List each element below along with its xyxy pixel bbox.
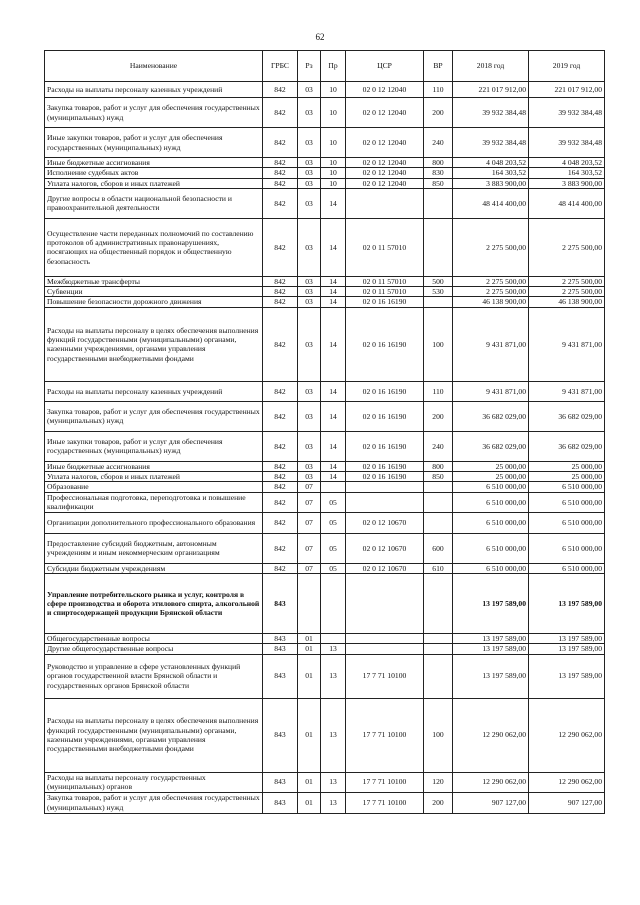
row-2018: 48 414 400,00 [453, 188, 529, 218]
table-row [45, 772, 605, 792]
table-row [45, 381, 605, 401]
row-pr: 14 [321, 287, 346, 297]
row-grbs: 842 [263, 287, 298, 297]
row-name: Субсидии бюджетным учреждениям [45, 563, 263, 573]
row-vr [424, 218, 453, 276]
table-row [45, 82, 605, 98]
row-csr: 02 0 11 57010 [346, 218, 424, 276]
row-2018: 6 510 000,00 [453, 492, 529, 512]
row-vr: 800 [424, 461, 453, 471]
row-name: Расходы на выплаты персоналу государственных (муниципальных) органов [45, 772, 263, 792]
row-name: Иные закупки товаров, работ и услуг для обеспечения государственных (муниципальных) нужд [45, 431, 263, 461]
row-grbs: 842 [263, 128, 298, 158]
row-2018: 13 197 589,00 [453, 633, 529, 643]
row-2019: 12 290 062,00 [529, 698, 605, 772]
row-rz: 03 [298, 82, 321, 98]
row-vr: 110 [424, 381, 453, 401]
row-csr: 02 0 12 12040 [346, 168, 424, 178]
row-2018: 12 290 062,00 [453, 772, 529, 792]
table-row [45, 297, 605, 307]
row-csr: 02 0 12 12040 [346, 178, 424, 188]
header-2019: 2019 год [529, 51, 605, 82]
row-grbs: 843 [263, 698, 298, 772]
row-2019: 2 275 500,00 [529, 276, 605, 286]
table-row [45, 792, 605, 813]
row-2018: 9 431 871,00 [453, 381, 529, 401]
table-row [45, 401, 605, 431]
budget-table [44, 50, 605, 814]
row-csr [346, 573, 424, 633]
row-name: Иные бюджетные ассигнования [45, 158, 263, 168]
row-vr: 240 [424, 128, 453, 158]
row-vr [424, 654, 453, 698]
row-csr: 17 7 71 10100 [346, 792, 424, 813]
row-name: Расходы на выплаты персоналу в целях обеспечения выполнения функций государственными (муниципальными) органами, казенными учреждениями, органами управления государственными внебюджетными фондами [45, 698, 263, 772]
row-rz: 03 [298, 158, 321, 168]
row-rz: 03 [298, 128, 321, 158]
row-rz: 03 [298, 168, 321, 178]
row-pr: 14 [321, 461, 346, 471]
header-csr: ЦСР [346, 51, 424, 82]
row-name: Предоставление субсидий бюджетным, автономным учреждениям и иным некоммерческим организациям [45, 533, 263, 563]
row-2018: 2 275 500,00 [453, 276, 529, 286]
row-pr: 13 [321, 792, 346, 813]
table-row [45, 698, 605, 772]
row-2018: 907 127,00 [453, 792, 529, 813]
row-pr: 10 [321, 168, 346, 178]
row-rz: 03 [298, 188, 321, 218]
row-name: Организации дополнительного профессионального образования [45, 512, 263, 533]
row-csr: 02 0 12 10670 [346, 512, 424, 533]
row-csr [346, 492, 424, 512]
row-2019: 25 000,00 [529, 461, 605, 471]
row-csr: 02 0 12 12040 [346, 98, 424, 128]
row-pr: 14 [321, 401, 346, 431]
row-vr: 830 [424, 168, 453, 178]
row-pr: 14 [321, 381, 346, 401]
row-csr: 02 0 11 57010 [346, 287, 424, 297]
table-row [45, 644, 605, 654]
row-2019: 907 127,00 [529, 792, 605, 813]
row-pr: 14 [321, 218, 346, 276]
row-name: Осуществление части переданных полномочий по составлению протоколов об административных правонарушениях, посягающих на общественный порядок и общественную безопасность [45, 218, 263, 276]
row-2019: 164 303,52 [529, 168, 605, 178]
row-pr: 10 [321, 158, 346, 168]
row-2019: 9 431 871,00 [529, 307, 605, 381]
row-2019: 39 932 384,48 [529, 98, 605, 128]
row-grbs: 842 [263, 307, 298, 381]
row-rz: 03 [298, 297, 321, 307]
row-2018: 12 290 062,00 [453, 698, 529, 772]
row-pr: 05 [321, 533, 346, 563]
row-csr: 02 0 16 16190 [346, 472, 424, 482]
row-vr: 240 [424, 431, 453, 461]
row-2019: 2 275 500,00 [529, 287, 605, 297]
row-vr: 200 [424, 792, 453, 813]
row-rz: 03 [298, 401, 321, 431]
row-name: Руководство и управление в сфере установленных функций органов государственной власти Брянской области и государственных органов Брянской области [45, 654, 263, 698]
row-pr: 14 [321, 472, 346, 482]
table-row [45, 218, 605, 276]
row-name: Иные бюджетные ассигнования [45, 461, 263, 471]
row-2019: 6 510 000,00 [529, 563, 605, 573]
row-2019: 36 682 029,00 [529, 431, 605, 461]
row-grbs: 843 [263, 633, 298, 643]
table-row [45, 276, 605, 286]
row-csr: 17 7 71 10100 [346, 698, 424, 772]
row-grbs: 842 [263, 512, 298, 533]
row-grbs: 842 [263, 297, 298, 307]
row-2018: 13 197 589,00 [453, 573, 529, 633]
row-rz [298, 573, 321, 633]
row-2018: 6 510 000,00 [453, 512, 529, 533]
row-name: Закупка товаров, работ и услуг для обеспечения государственных (муниципальных) нужд [45, 401, 263, 431]
table-row [45, 633, 605, 643]
row-csr: 02 0 12 10670 [346, 533, 424, 563]
row-2018: 221 017 912,00 [453, 82, 529, 98]
table-row [45, 512, 605, 533]
row-2018: 39 932 384,48 [453, 128, 529, 158]
row-grbs: 843 [263, 792, 298, 813]
row-name: Другие общегосударственные вопросы [45, 644, 263, 654]
row-csr [346, 644, 424, 654]
table-row [45, 533, 605, 563]
row-vr: 100 [424, 698, 453, 772]
row-grbs: 843 [263, 573, 298, 633]
row-2018: 3 883 900,00 [453, 178, 529, 188]
row-2019: 3 883 900,00 [529, 178, 605, 188]
row-rz: 01 [298, 654, 321, 698]
row-2018: 46 138 900,00 [453, 297, 529, 307]
header-vr: ВР [424, 51, 453, 82]
table-row [45, 461, 605, 471]
row-name: Другие вопросы в области национальной безопасности и правоохранительной деятельности [45, 188, 263, 218]
row-grbs: 842 [263, 98, 298, 128]
table-row [45, 431, 605, 461]
row-vr [424, 644, 453, 654]
row-csr: 02 0 16 16190 [346, 381, 424, 401]
row-2018: 6 510 000,00 [453, 563, 529, 573]
row-grbs: 842 [263, 492, 298, 512]
row-vr: 120 [424, 772, 453, 792]
row-2018: 2 275 500,00 [453, 218, 529, 276]
header-pr: Пр [321, 51, 346, 82]
row-rz: 07 [298, 482, 321, 492]
row-pr: 10 [321, 178, 346, 188]
row-2018: 4 048 203,52 [453, 158, 529, 168]
row-vr: 600 [424, 533, 453, 563]
row-rz: 03 [298, 431, 321, 461]
row-csr: 02 0 16 16190 [346, 401, 424, 431]
row-pr: 14 [321, 188, 346, 218]
row-vr: 850 [424, 472, 453, 482]
row-name: Исполнение судебных актов [45, 168, 263, 178]
row-csr: 02 0 12 10670 [346, 563, 424, 573]
row-2019: 6 510 000,00 [529, 482, 605, 492]
row-grbs: 842 [263, 461, 298, 471]
table-row [45, 563, 605, 573]
row-pr: 14 [321, 276, 346, 286]
row-2018: 36 682 029,00 [453, 431, 529, 461]
table-row [45, 158, 605, 168]
row-2019: 13 197 589,00 [529, 633, 605, 643]
row-2018: 164 303,52 [453, 168, 529, 178]
row-pr: 05 [321, 563, 346, 573]
row-2018: 2 275 500,00 [453, 287, 529, 297]
row-grbs: 842 [263, 431, 298, 461]
row-rz: 01 [298, 792, 321, 813]
row-grbs: 842 [263, 168, 298, 178]
row-rz: 01 [298, 633, 321, 643]
table-row [45, 168, 605, 178]
row-csr [346, 633, 424, 643]
row-2018: 6 510 000,00 [453, 533, 529, 563]
table-row [45, 482, 605, 492]
row-pr: 13 [321, 698, 346, 772]
row-name: Расходы на выплаты персоналу в целях обеспечения выполнения функций государственными (муниципальными) органами, казенными учреждениями, органами управления государственными внебюджетными фондами [45, 307, 263, 381]
row-2018: 39 932 384,48 [453, 98, 529, 128]
row-rz: 03 [298, 276, 321, 286]
row-pr: 13 [321, 654, 346, 698]
row-csr: 02 0 16 16190 [346, 431, 424, 461]
row-grbs: 842 [263, 472, 298, 482]
row-2018: 9 431 871,00 [453, 307, 529, 381]
row-vr: 800 [424, 158, 453, 168]
row-2019: 6 510 000,00 [529, 533, 605, 563]
row-rz: 01 [298, 644, 321, 654]
table-header [45, 51, 605, 82]
table-row [45, 188, 605, 218]
row-name: Общегосударственные вопросы [45, 633, 263, 643]
header-2018: 2018 год [453, 51, 529, 82]
row-2019: 12 290 062,00 [529, 772, 605, 792]
row-2019: 2 275 500,00 [529, 218, 605, 276]
row-rz: 01 [298, 698, 321, 772]
row-csr: 02 0 16 16190 [346, 297, 424, 307]
row-2019: 13 197 589,00 [529, 654, 605, 698]
row-csr: 02 0 12 12040 [346, 82, 424, 98]
row-name: Образование [45, 482, 263, 492]
row-name: Уплата налогов, сборов и иных платежей [45, 472, 263, 482]
row-name: Субвенции [45, 287, 263, 297]
row-pr: 05 [321, 492, 346, 512]
row-grbs: 842 [263, 563, 298, 573]
row-name: Межбюджетные трансферты [45, 276, 263, 286]
table-body [45, 82, 605, 814]
row-2019: 6 510 000,00 [529, 512, 605, 533]
row-name: Закупка товаров, работ и услуг для обеспечения государственных (муниципальных) нужд [45, 792, 263, 813]
row-csr [346, 188, 424, 218]
table-row [45, 492, 605, 512]
row-vr [424, 297, 453, 307]
table-row [45, 654, 605, 698]
header-row [45, 51, 605, 82]
row-vr [424, 633, 453, 643]
row-pr: 13 [321, 644, 346, 654]
row-2018: 6 510 000,00 [453, 482, 529, 492]
row-2019: 13 197 589,00 [529, 573, 605, 633]
row-vr: 850 [424, 178, 453, 188]
row-pr: 05 [321, 512, 346, 533]
row-2019: 36 682 029,00 [529, 401, 605, 431]
row-grbs: 842 [263, 533, 298, 563]
row-name: Закупка товаров, работ и услуг для обеспечения государственных (муниципальных) нужд [45, 98, 263, 128]
row-rz: 01 [298, 772, 321, 792]
row-vr: 200 [424, 98, 453, 128]
row-vr [424, 512, 453, 533]
row-grbs: 843 [263, 654, 298, 698]
row-grbs: 843 [263, 772, 298, 792]
row-2019: 13 197 589,00 [529, 644, 605, 654]
table-row [45, 178, 605, 188]
row-csr: 02 0 12 12040 [346, 158, 424, 168]
row-grbs: 842 [263, 482, 298, 492]
row-2019: 9 431 871,00 [529, 381, 605, 401]
row-2018: 13 197 589,00 [453, 654, 529, 698]
row-csr: 17 7 71 10100 [346, 654, 424, 698]
row-name: Профессиональная подготовка, переподготовка и повышение квалификации [45, 492, 263, 512]
row-grbs: 842 [263, 276, 298, 286]
row-csr: 02 0 11 57010 [346, 276, 424, 286]
row-csr: 02 0 12 12040 [346, 128, 424, 158]
row-pr: 14 [321, 307, 346, 381]
row-pr [321, 633, 346, 643]
row-rz: 03 [298, 472, 321, 482]
row-vr: 110 [424, 82, 453, 98]
row-grbs: 842 [263, 82, 298, 98]
row-name: Расходы на выплаты персоналу казенных учреждений [45, 381, 263, 401]
row-vr [424, 482, 453, 492]
row-pr: 14 [321, 431, 346, 461]
row-vr [424, 188, 453, 218]
row-grbs: 842 [263, 158, 298, 168]
row-2018: 36 682 029,00 [453, 401, 529, 431]
row-2018: 25 000,00 [453, 472, 529, 482]
row-pr: 10 [321, 98, 346, 128]
row-name: Повышение безопасности дорожного движения [45, 297, 263, 307]
row-2019: 39 932 384,48 [529, 128, 605, 158]
row-vr: 610 [424, 563, 453, 573]
row-rz: 03 [298, 178, 321, 188]
row-2019: 221 017 912,00 [529, 82, 605, 98]
table-row [45, 287, 605, 297]
row-grbs: 842 [263, 381, 298, 401]
row-rz: 03 [298, 98, 321, 128]
row-grbs: 843 [263, 644, 298, 654]
row-csr: 17 7 71 10100 [346, 772, 424, 792]
row-rz: 07 [298, 492, 321, 512]
row-csr: 02 0 16 16190 [346, 461, 424, 471]
header-grbs: ГРБС [263, 51, 298, 82]
row-grbs: 842 [263, 218, 298, 276]
row-2019: 4 048 203,52 [529, 158, 605, 168]
row-pr: 10 [321, 82, 346, 98]
row-rz: 03 [298, 381, 321, 401]
row-pr: 10 [321, 128, 346, 158]
row-grbs: 842 [263, 188, 298, 218]
header-name: Наименование [45, 51, 263, 82]
row-2018: 25 000,00 [453, 461, 529, 471]
row-vr [424, 492, 453, 512]
table-row [45, 573, 605, 633]
row-2018: 13 197 589,00 [453, 644, 529, 654]
row-vr: 200 [424, 401, 453, 431]
page-number: 62 [315, 32, 325, 42]
row-pr: 13 [321, 772, 346, 792]
row-pr: 14 [321, 297, 346, 307]
row-rz: 03 [298, 461, 321, 471]
row-name: Иные закупки товаров, работ и услуг для обеспечения государственных (муниципальных) нужд [45, 128, 263, 158]
row-2019: 6 510 000,00 [529, 492, 605, 512]
row-csr: 02 0 16 16190 [346, 307, 424, 381]
row-vr: 100 [424, 307, 453, 381]
row-2019: 46 138 900,00 [529, 297, 605, 307]
row-rz: 03 [298, 218, 321, 276]
row-2019: 48 414 400,00 [529, 188, 605, 218]
table-row [45, 307, 605, 381]
header-rz: Рз [298, 51, 321, 82]
row-rz: 07 [298, 563, 321, 573]
row-2019: 25 000,00 [529, 472, 605, 482]
row-pr [321, 482, 346, 492]
row-name: Уплата налогов, сборов и иных платежей [45, 178, 263, 188]
row-vr: 500 [424, 276, 453, 286]
table-row [45, 472, 605, 482]
row-vr [424, 573, 453, 633]
row-grbs: 842 [263, 401, 298, 431]
row-csr [346, 482, 424, 492]
row-rz: 03 [298, 307, 321, 381]
row-name: Управление потребительского рынка и услуг, контроля в сфере производства и оборота этилового спирта, алкогольной и спиртосодержащей продукции Брянской области [45, 573, 263, 633]
row-vr: 530 [424, 287, 453, 297]
row-grbs: 842 [263, 178, 298, 188]
table-row [45, 128, 605, 158]
row-pr [321, 573, 346, 633]
row-rz: 03 [298, 287, 321, 297]
table-row [45, 98, 605, 128]
row-name: Расходы на выплаты персоналу казенных учреждений [45, 82, 263, 98]
row-rz: 07 [298, 512, 321, 533]
row-rz: 07 [298, 533, 321, 563]
